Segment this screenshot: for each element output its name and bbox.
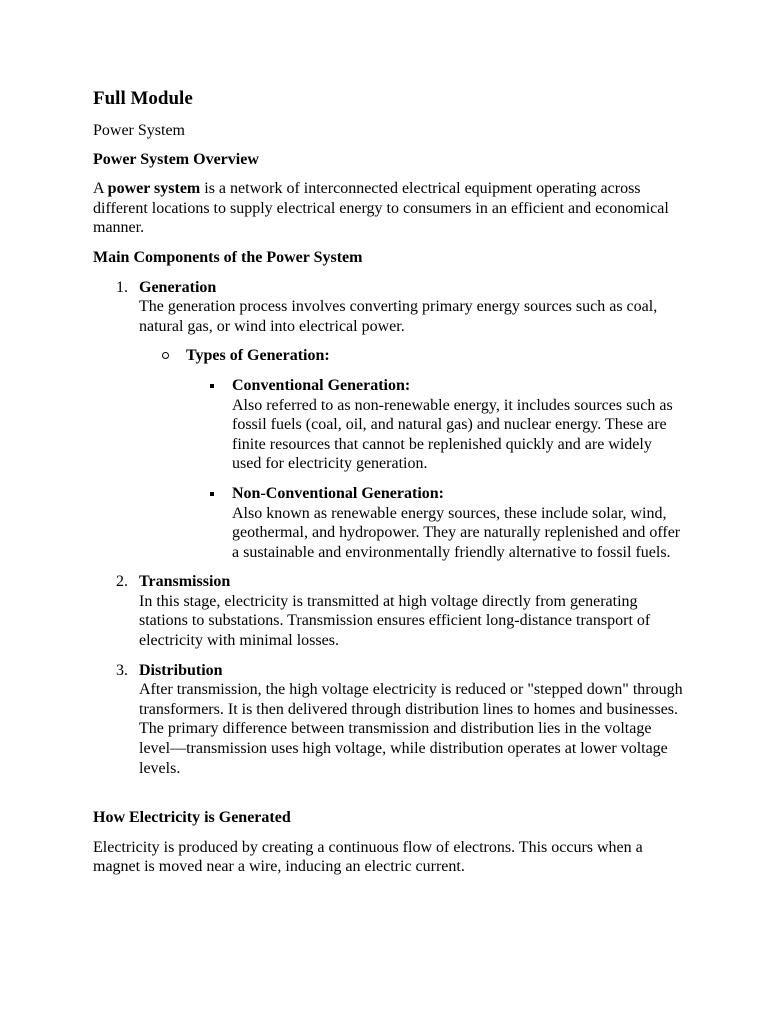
list-item-label: Distribution [139, 661, 223, 679]
list-item-label: Transmission [139, 573, 231, 591]
square-bullet-icon [210, 492, 214, 496]
list-item-text-2: The primary difference between transmission and distribution lies in the voltage level—transmission uses high voltage, while distribution operates at lower voltage levels. [139, 720, 668, 777]
types-list [139, 346, 683, 562]
list-number: 3. [116, 661, 128, 679]
list-item-text: After transmission, the high voltage electricity is reduced or "stepped down" through transformers. It is then delivered through distribution lines to homes and businesses. [139, 681, 683, 718]
list-item-text: Also referred to as non-renewable energy, it includes sources such as fossil fuels (coal, oil, and natural gas) and nuclear energy. These are finite resources that cannot be replenished quickly and are widely used for electricity generation. [232, 396, 673, 473]
list-item-text: In this stage, electricity is transmitted at high voltage directly from generating stations to substations. Transmission ensures efficient long-distance transport of electricity with minimal losses. [139, 592, 651, 650]
list-item-transmission [93, 572, 683, 650]
page-subtitle: Power System [93, 122, 185, 139]
overview-paragraph [93, 179, 683, 238]
list-item-text: The generation process involves converting primary energy sources such as coal, natural gas, or wind into electrical power. [139, 298, 658, 335]
list-item-text: Also known as renewable energy sources, these include solar, wind, geothermal, and hydropower. They are naturally replenished and offer a sustainable and environmentally friendly alternative to fossil fuels. [232, 504, 681, 561]
list-item-non-conventional [186, 484, 683, 562]
list-number: 2. [116, 573, 128, 591]
components-heading: Main Components of the Power System [93, 248, 363, 266]
square-bullet-icon [210, 384, 214, 388]
components-list [93, 278, 683, 779]
types-label: Types of Generation: [186, 347, 330, 365]
overview-bold-term: power system [107, 180, 201, 198]
generation-types-list [186, 376, 683, 562]
list-number: 1. [116, 278, 128, 296]
list-item-conventional [186, 376, 683, 474]
document-page [93, 86, 683, 877]
overview-rest: is a network of interconnected electrical equipment operating across different locations to supply electrical energy to consumers in an efficient and economical manner. [93, 180, 669, 237]
page-title: Full Module [93, 88, 193, 109]
generated-paragraph: Electricity is produced by creating a continuous flow of electrons. This occurs when a magnet is moved near a wire, inducing an electric current. [93, 838, 643, 876]
list-item-label: Conventional Generation: [232, 376, 411, 394]
list-item-generation [93, 278, 683, 563]
list-item-label: Generation [139, 278, 217, 296]
list-item-distribution [93, 661, 683, 779]
list-item-types [139, 346, 683, 562]
list-item-label: Non-Conventional Generation: [232, 484, 444, 502]
overview-prefix: A [93, 180, 108, 198]
overview-heading: Power System Overview [93, 150, 259, 168]
circle-bullet-icon [162, 352, 169, 359]
generated-heading: How Electricity is Generated [93, 809, 291, 827]
